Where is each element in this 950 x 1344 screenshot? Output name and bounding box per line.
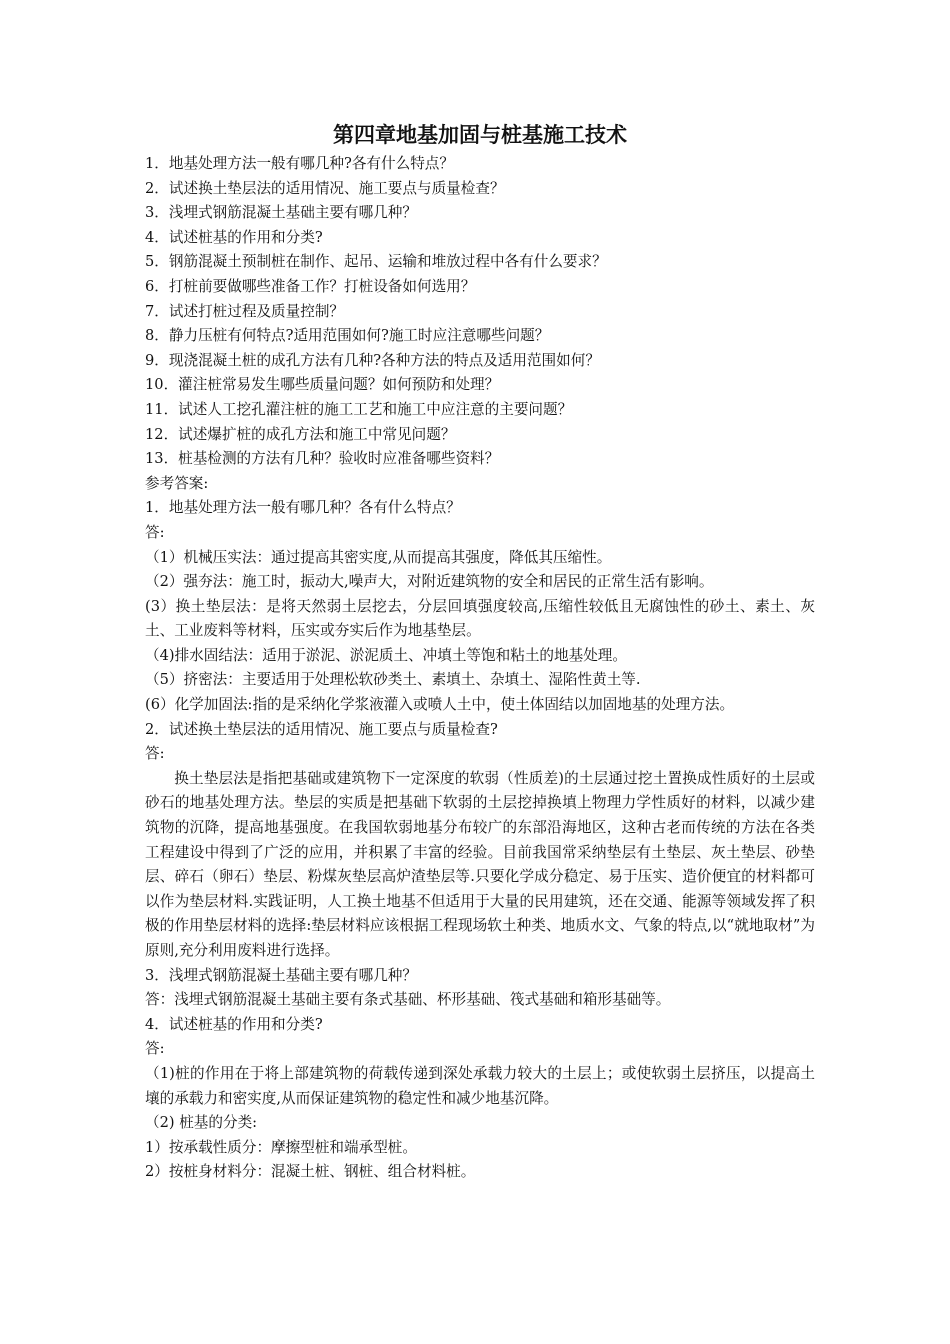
answer-paragraph: 2）按桩身材料分：混凝土桩、钢桩、组合材料桩。 [145,1163,476,1181]
answer-item: (6）化学加固法:指的是采纳化学浆液灌入或喷人土中，使土体固结以加固地基的处理方法。 [145,696,735,714]
document-body [145,120,815,1185]
question-item: 4．试述桩基的作用和分类? [145,228,323,246]
question-item: 11．试述人工挖孔灌注桩的施工工艺和施工中应注意的主要问题？ [145,400,573,418]
question-item: 8．静力压桩有何特点?适用范围如何?施工时应注意哪些问题？ [145,327,550,345]
question-item: 10．灌注桩常易发生哪些质量问题？如何预防和处理？ [145,376,500,394]
answer-label: 答: [145,745,165,763]
answer-paragraph: 答：浅埋式钢筋混凝土基础主要有条式基础、杯形基础、筏式基础和箱形基础等。 [145,991,671,1009]
question-item: 3．浅埋式钢筋混凝土基础主要有哪几种？ [145,204,417,222]
answer-question: 2．试述换土垫层法的适用情况、施工要点与质量检查? [145,720,498,738]
answer-paragraph: （1)桩的作用在于将上部建筑物的荷载传递到深处承载力较大的土层上；或使软弱土层挤压，以提高土壤的承载力和密实度,从而保证建筑物的稳定性和减少地基沉降。 [145,1064,815,1107]
question-item: 2．试述换土垫层法的适用情况、施工要点与质量检查？ [145,179,505,197]
question-item: 6．打桩前要做哪些准备工作？打桩设备如何选用？ [145,277,476,295]
chapter-title: 第四章地基加固与桩基施工技术 [333,122,627,147]
answer-paragraph: 1）按承载性质分：摩擦型桩和端承型桩。 [145,1138,417,1156]
answer-1 [145,496,815,717]
question-item: 7．试述打桩过程及质量控制？ [145,302,345,320]
answer-item: (3）换土垫层法：是将天然弱土层挖去，分层回填强度较高,压缩性较低且无腐蚀性的砂土、素土、灰土、工业废料等材料，压实或夯实后作为地基垫层。 [145,597,815,640]
question-item: 9．现浇混凝土桩的成孔方法有几种?各种方法的特点及适用范围如何？ [145,351,600,369]
question-list [145,152,815,472]
answer-paragraph: 换土垫层法是指把基础或建筑物下一定深度的软弱（性质差)的土层通过挖土置换成性质好的土层或砂石的地基处理方法。垫层的实质是把基础下软弱的土层挖掉换填上物理力学性质好的材料，以减少建筑物的沉降，提高地基强度。在我国软弱地基分布较广的东部沿海地区，这种古老而传统的方法在各类工程建设中得到了广泛的应用，并积累了丰富的经验。目前我国常采纳垫层有土垫层、灰土垫层、砂垫层、碎石（卵石）垫层、粉煤灰垫层高炉渣垫层等.只要化学成分稳定、易于压实、造价便宜的材料都可以作为垫层材料.实践证明，人工换土地基不但适用于大量的民用建筑，还在交通、能源等领域发挥了积极的作用垫层材料的选择:垫层材料应该根据工程现场软土种类、地质水文、气象的特点,以“就地取材”为原则,充分利用废料进行选择。 [145,769,815,959]
answer-2 [145,718,815,964]
answer-question: 3．浅埋式钢筋混凝土基础主要有哪几种？ [145,966,417,984]
answer-label: 答: [145,1040,165,1058]
answer-label: 答: [145,523,165,541]
answer-item: （2）强夯法：施工时，振动大,噪声大，对附近建筑物的安全和居民的正常生活有影响。 [145,573,714,591]
question-item: 12．试述爆扩桩的成孔方法和施工中常见问题？ [145,425,456,443]
answer-paragraph: （2) 桩基的分类: [145,1114,258,1132]
answer-item: （1）机械压实法：通过提高其密实度,从而提高其强度，降低其压缩性。 [145,548,612,566]
answer-4 [145,1013,815,1185]
question-item: 5．钢筋混凝土预制桩在制作、起吊、运输和堆放过程中各有什么要求？ [145,253,607,271]
question-item: 1．地基处理方法一般有哪几种?各有什么特点？ [145,155,454,172]
answer-item: （5）挤密法：主要适用于处理松软砂类土、素填土、杂填土、湿陷性黄土等. [145,671,641,689]
answer-3 [145,964,815,1013]
answer-question: 4．试述桩基的作用和分类? [145,1015,323,1033]
answers-heading: 参考答案: [145,474,209,492]
answer-item: （4)排水固结法：适用于淤泥、淤泥质土、冲填土等饱和粘土的地基处理。 [145,646,627,664]
question-item: 13．桩基检测的方法有几种？验收时应准备哪些资料？ [145,450,500,468]
answer-question: 1．地基处理方法一般有哪几种？各有什么特点？ [145,499,461,517]
